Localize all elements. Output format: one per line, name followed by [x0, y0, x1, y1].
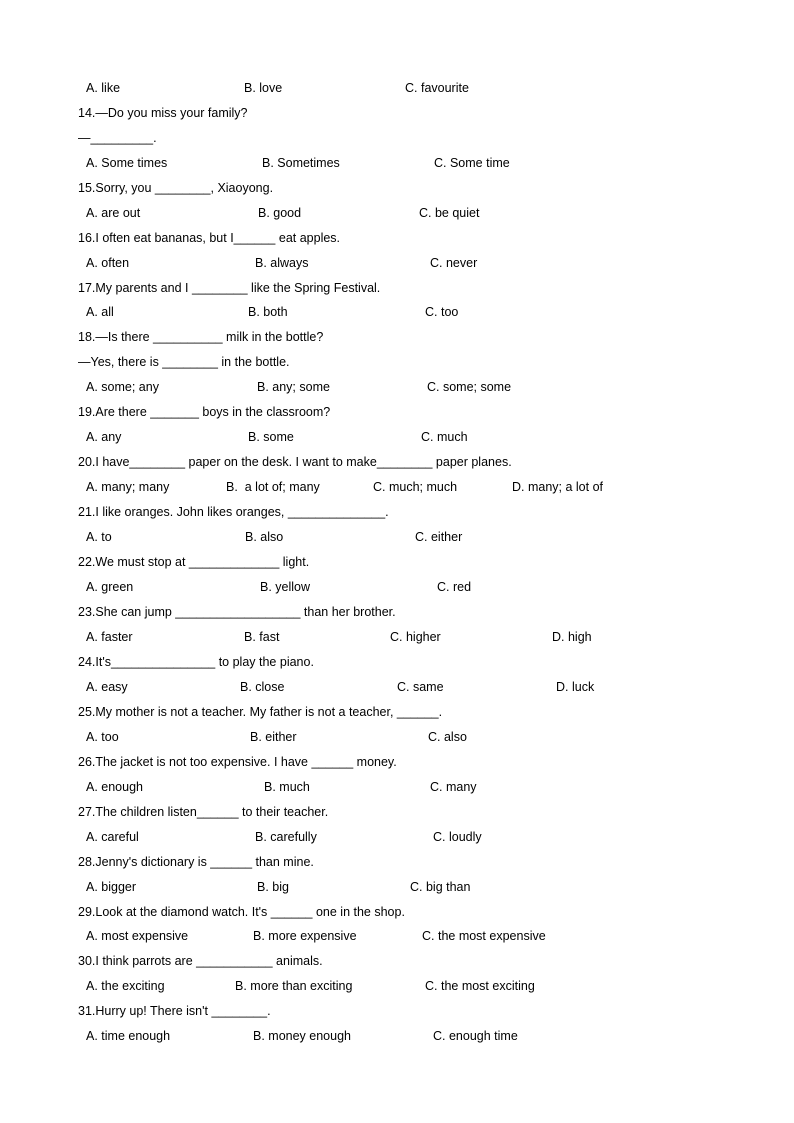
option-c: C. red	[437, 580, 472, 594]
question-14-prompt: 14.—Do you miss your family?	[78, 106, 248, 120]
options-row-31	[0, 1027, 794, 1045]
option-b: B. either	[250, 730, 297, 744]
option-b: B. more than exciting	[235, 979, 353, 993]
question-22-prompt: 22.We must stop at _____________ light.	[78, 555, 310, 569]
question-29-prompt: 29.Look at the diamond watch. It's ______ one in the shop.	[78, 905, 405, 919]
option-c: C. much; much	[373, 480, 458, 494]
option-b: B. big	[257, 880, 289, 894]
option-c: C. favourite	[405, 81, 469, 95]
question-19-prompt: 19.Are there _______ boys in the classroom?	[78, 405, 331, 419]
question-17-prompt: 17.My parents and I ________ like the Spring Festival.	[78, 281, 381, 295]
question-28-prompt: 28.Jenny's dictionary is ______ than mine.	[78, 855, 314, 869]
option-c: C. some; some	[427, 380, 512, 394]
question-30-prompt: 30.I think parrots are ___________ animals.	[78, 954, 323, 968]
option-b: B. close	[240, 680, 285, 694]
option-c: C. be quiet	[419, 206, 480, 220]
option-c: C. the most exciting	[425, 979, 535, 993]
option-a: A. to	[86, 530, 112, 544]
option-a: A. are out	[86, 206, 141, 220]
question-25-prompt: 25.My mother is not a teacher. My father is not a teacher, ______.	[78, 705, 443, 719]
option-b: B. much	[264, 780, 310, 794]
option-b: B. love	[244, 81, 283, 95]
option-a: A. the exciting	[86, 979, 165, 993]
options-row-19	[0, 428, 794, 446]
options-row-20	[0, 478, 794, 496]
option-a: A. too	[86, 730, 119, 744]
option-c: C. same	[397, 680, 444, 694]
options-row-15	[0, 204, 794, 222]
option-b: B. more expensive	[253, 929, 357, 943]
option-b: B. some	[248, 430, 294, 444]
option-b: B. good	[258, 206, 302, 220]
options-row-13	[0, 79, 794, 97]
question-16-prompt: 16.I often eat bananas, but I______ eat apples.	[78, 231, 341, 245]
option-c: C. higher	[390, 630, 441, 644]
question-27-prompt: 27.The children listen______ to their teacher.	[78, 805, 329, 819]
option-a: A. time enough	[86, 1029, 171, 1043]
option-a: A. any	[86, 430, 122, 444]
option-c: C. also	[428, 730, 467, 744]
option-c: C. enough time	[433, 1029, 518, 1043]
options-row-26	[0, 778, 794, 796]
options-row-27	[0, 828, 794, 846]
option-a: A. many; many	[86, 480, 170, 494]
option-c: C. the most expensive	[422, 929, 546, 943]
options-row-14	[0, 154, 794, 172]
option-b: B. any; some	[257, 380, 330, 394]
option-d: D. many; a lot of	[512, 480, 604, 494]
option-b: B. fast	[244, 630, 280, 644]
option-d: D. luck	[556, 680, 595, 694]
options-row-25	[0, 728, 794, 746]
option-a: A. enough	[86, 780, 143, 794]
option-a: A. faster	[86, 630, 133, 644]
question-21-prompt: 21.I like oranges. John likes oranges, ______________.	[78, 505, 389, 519]
option-a: A. Some times	[86, 156, 168, 170]
option-d: D. high	[552, 630, 592, 644]
question-15-prompt: 15.Sorry, you ________, Xiaoyong.	[78, 181, 274, 195]
option-c: C. many	[430, 780, 477, 794]
question-23-prompt: 23.She can jump __________________ than her brother.	[78, 605, 396, 619]
options-row-30	[0, 977, 794, 995]
question-14-reply: —_________.	[78, 131, 157, 145]
option-b: B. a lot of; many	[226, 480, 320, 494]
option-a: A. easy	[86, 680, 128, 694]
option-b: B. money enough	[253, 1029, 351, 1043]
option-c: C. big than	[410, 880, 471, 894]
question-31-prompt: 31.Hurry up! There isn't ________.	[78, 1004, 271, 1018]
options-row-18	[0, 378, 794, 396]
option-b: B. Sometimes	[262, 156, 340, 170]
option-b: B. yellow	[260, 580, 311, 594]
options-row-28	[0, 878, 794, 896]
option-a: A. all	[86, 305, 114, 319]
option-b: B. carefully	[255, 830, 317, 844]
option-a: A. careful	[86, 830, 139, 844]
question-20-prompt: 20.I have________ paper on the desk. I want to make________ paper planes.	[78, 455, 512, 469]
option-a: A. green	[86, 580, 134, 594]
options-row-24	[0, 678, 794, 696]
option-a: A. often	[86, 256, 130, 270]
option-c: C. never	[430, 256, 478, 270]
option-a: A. like	[86, 81, 121, 95]
option-c: C. either	[415, 530, 463, 544]
option-c: C. much	[421, 430, 468, 444]
options-row-29	[0, 927, 794, 945]
options-row-17	[0, 303, 794, 321]
question-18-prompt: 18.—Is there __________ milk in the bottle?	[78, 330, 324, 344]
question-24-prompt: 24.It's_______________ to play the piano.	[78, 655, 314, 669]
option-c: C. Some time	[434, 156, 510, 170]
options-row-23	[0, 628, 794, 646]
option-c: C. loudly	[433, 830, 482, 844]
option-a: A. most expensive	[86, 929, 189, 943]
question-26-prompt: 26.The jacket is not too expensive. I have ______ money.	[78, 755, 397, 769]
question-18-reply: —Yes, there is ________ in the bottle.	[78, 355, 290, 369]
option-b: B. both	[248, 305, 288, 319]
options-row-16	[0, 254, 794, 272]
option-b: B. also	[245, 530, 284, 544]
option-c: C. too	[425, 305, 459, 319]
options-row-22	[0, 578, 794, 596]
options-row-21	[0, 528, 794, 546]
option-a: A. bigger	[86, 880, 137, 894]
option-b: B. always	[255, 256, 309, 270]
option-a: A. some; any	[86, 380, 159, 394]
